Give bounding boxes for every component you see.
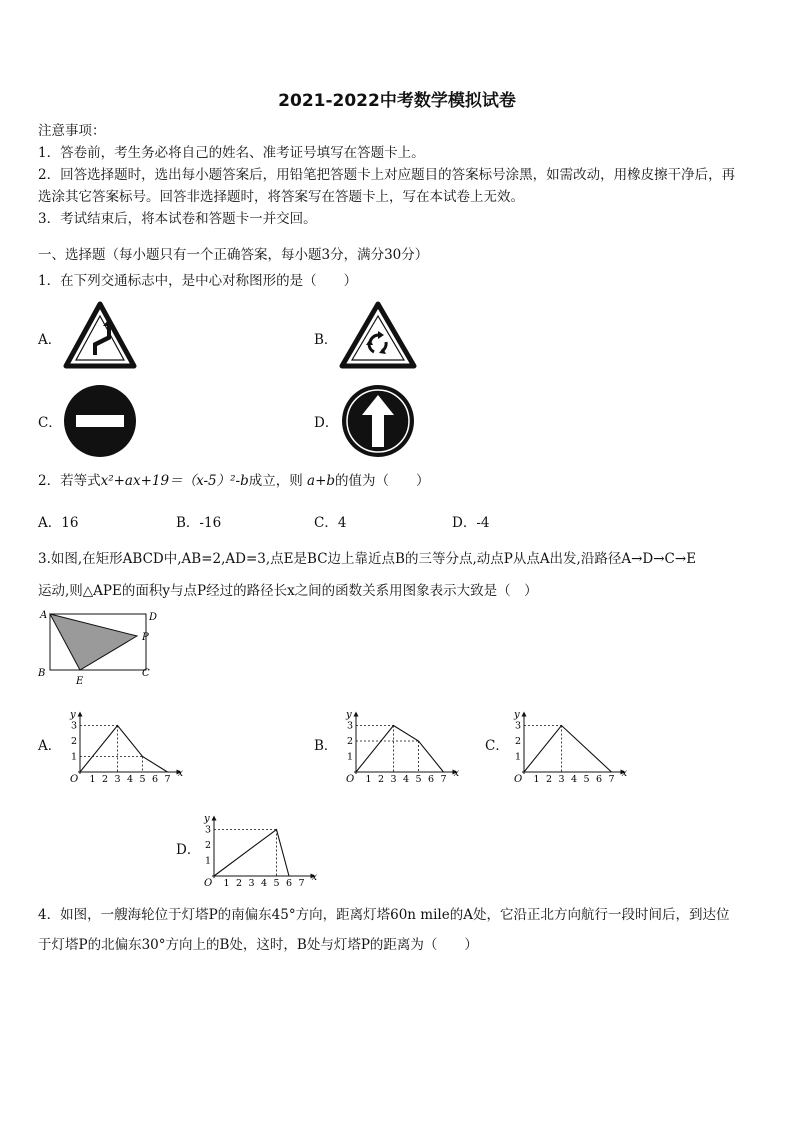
notice-item-2-cont: 选涂其它答案标号。回答非选择题时，将答案写在答题卡上，写在本试卷上无效。	[38, 189, 524, 205]
function-polyline	[214, 830, 289, 877]
notice-item-3: 3．考试结束后，将本试卷和答题卡一并交回。	[38, 211, 317, 227]
winding-road-sign-icon	[62, 300, 138, 370]
y-tick-label: 2	[71, 736, 78, 747]
notice-item-1: 1．答卷前，考生务必将自己的姓名、准考证号填写在答题卡上。	[38, 145, 425, 161]
x-tick-label: 3	[248, 878, 255, 888]
q2-stem-mid: 成立，则	[248, 473, 303, 489]
function-polyline	[524, 726, 612, 773]
x-tick-label: 3	[390, 774, 397, 784]
y-tick-label: 2	[347, 736, 354, 747]
q2-stem	[38, 470, 430, 492]
y-tick-label: 1	[205, 855, 212, 867]
x-tick-label: 6	[286, 878, 293, 888]
x-tick-label: 5	[273, 878, 280, 888]
x-tick-label: 2	[102, 774, 109, 784]
q3-option-b-label: B．	[314, 738, 338, 754]
x-tick-label: 5	[139, 774, 146, 784]
y-tick-label: 3	[515, 720, 522, 732]
x-tick-label: 4	[261, 878, 268, 888]
x-tick-label: 6	[428, 774, 435, 784]
q3-option-a-graph	[62, 700, 194, 784]
y-axis-arrow	[78, 712, 83, 717]
y-tick-label: 1	[347, 751, 354, 763]
notice-item-2: 2．回答选择题时，选出每小题答案后，用铅笔把答题卡上对应题目的答案标号涂黑，如需改动，用橡皮擦干净后，再	[38, 167, 736, 183]
origin-label: O	[514, 774, 523, 784]
q2-stem-suffix: 的值为（ ）	[335, 473, 430, 489]
q2-option-b: B．-16	[176, 515, 222, 531]
q4-stem-line-2: 于灯塔P的北偏东30°方向上的B处，这时，B处与灯塔P的距离为（ ）	[38, 937, 478, 953]
origin-label: O	[204, 878, 213, 888]
figure-label-d: D	[149, 612, 158, 623]
function-polyline	[80, 726, 168, 773]
page-title: 2021-2022中考数学模拟试卷	[278, 91, 516, 111]
q3-option-c-label: C．	[485, 738, 509, 754]
q4-stem-line-1: 4．如图，一艘海轮位于灯塔P的南偏东45°方向，距离灯塔60n mile的A处，它沿正北方向航行一段时间后，到达位	[38, 907, 730, 923]
q1-option-c-label: C．	[38, 415, 62, 431]
section-heading: 一、选择题（每小题只有一个正确答案，每小题3分，满分30分）	[38, 247, 429, 263]
figure-label-a: A	[40, 610, 48, 621]
y-tick-label: 2	[205, 840, 212, 851]
notice-heading: 注意事项：	[38, 123, 106, 139]
x-tick-label: 3	[114, 774, 121, 784]
y-tick-label: 3	[347, 720, 354, 732]
q2-option-d: D．-4	[452, 515, 490, 531]
q3-stem-line-2: 运动,则△APE的面积y与点P经过的路径长x之间的函数关系用图象表示大致是（ ）	[38, 583, 538, 599]
q2-stem-equation: x²+ax+19＝（x-5）²-b	[100, 473, 249, 489]
x-tick-label: 5	[415, 774, 422, 784]
x-tick-label: 2	[546, 774, 553, 784]
x-tick-label: 5	[583, 774, 590, 784]
x-axis-label: x	[177, 768, 184, 779]
x-tick-label: 2	[236, 878, 243, 888]
y-tick-label: 1	[515, 751, 522, 763]
x-tick-label: 6	[596, 774, 603, 784]
x-axis-label: x	[453, 768, 460, 779]
q3-option-b-graph	[338, 700, 470, 784]
q3-option-a-label: A．	[38, 738, 62, 754]
q3-stem-line-1: 3.如图,在矩形ABCD中,AB=2,AD=3,点E是BC边上靠近点B的三等分点,动点P从点A出发,沿路径A→D→C→E	[38, 551, 697, 567]
x-tick-label: 1	[533, 774, 540, 784]
x-tick-label: 1	[223, 878, 230, 888]
q3-option-d-label: D．	[176, 842, 201, 858]
q3-option-d-graph	[196, 804, 328, 888]
y-tick-label: 1	[71, 751, 78, 763]
x-tick-label: 4	[403, 774, 410, 784]
x-tick-label: 2	[378, 774, 385, 784]
figure-label-b: B	[38, 668, 46, 679]
q2-stem-expression: a+b	[307, 473, 336, 489]
function-polyline	[356, 726, 444, 773]
q2-option-c: C．4	[314, 515, 347, 531]
figure-label-c: C	[142, 668, 150, 679]
y-axis-label: y	[204, 813, 210, 825]
roundabout-sign-icon	[338, 300, 418, 370]
x-tick-label: 4	[127, 774, 134, 784]
y-tick-label: 2	[515, 736, 522, 747]
y-axis-arrow	[354, 712, 359, 717]
y-axis-arrow	[522, 712, 527, 717]
y-axis-label: y	[514, 709, 520, 721]
y-tick-label: 3	[205, 824, 212, 836]
q2-stem-prefix: 2．若等式	[38, 473, 101, 489]
origin-label: O	[70, 774, 79, 784]
origin-label: O	[346, 774, 355, 784]
q1-stem: 1．在下列交通标志中，是中心对称图形的是（ ）	[38, 273, 358, 289]
y-tick-label: 3	[71, 720, 78, 732]
x-tick-label: 7	[608, 774, 615, 784]
x-tick-label: 3	[558, 774, 565, 784]
q3-rectangle-figure	[36, 606, 162, 686]
q1-option-b-label: B．	[314, 332, 338, 348]
no-entry-sign-icon	[62, 383, 138, 459]
q3-option-c-graph	[506, 700, 638, 784]
x-axis-label: x	[311, 872, 318, 883]
x-axis-label: x	[621, 768, 628, 779]
straight-ahead-sign-icon	[340, 383, 416, 459]
q1-option-d-label: D．	[314, 415, 339, 431]
y-axis-label: y	[346, 709, 352, 721]
q2-option-a: A．16	[38, 515, 79, 531]
figure-label-p: P	[142, 632, 149, 643]
q1-option-a-label: A．	[38, 332, 62, 348]
x-tick-label: 7	[440, 774, 447, 784]
x-tick-label: 1	[365, 774, 372, 784]
x-tick-label: 7	[298, 878, 305, 888]
y-axis-label: y	[70, 709, 76, 721]
x-tick-label: 6	[152, 774, 159, 784]
y-axis-arrow	[212, 816, 217, 821]
figure-label-e: E	[76, 676, 84, 686]
x-tick-label: 7	[164, 774, 171, 784]
x-tick-label: 4	[571, 774, 578, 784]
x-tick-label: 1	[89, 774, 96, 784]
